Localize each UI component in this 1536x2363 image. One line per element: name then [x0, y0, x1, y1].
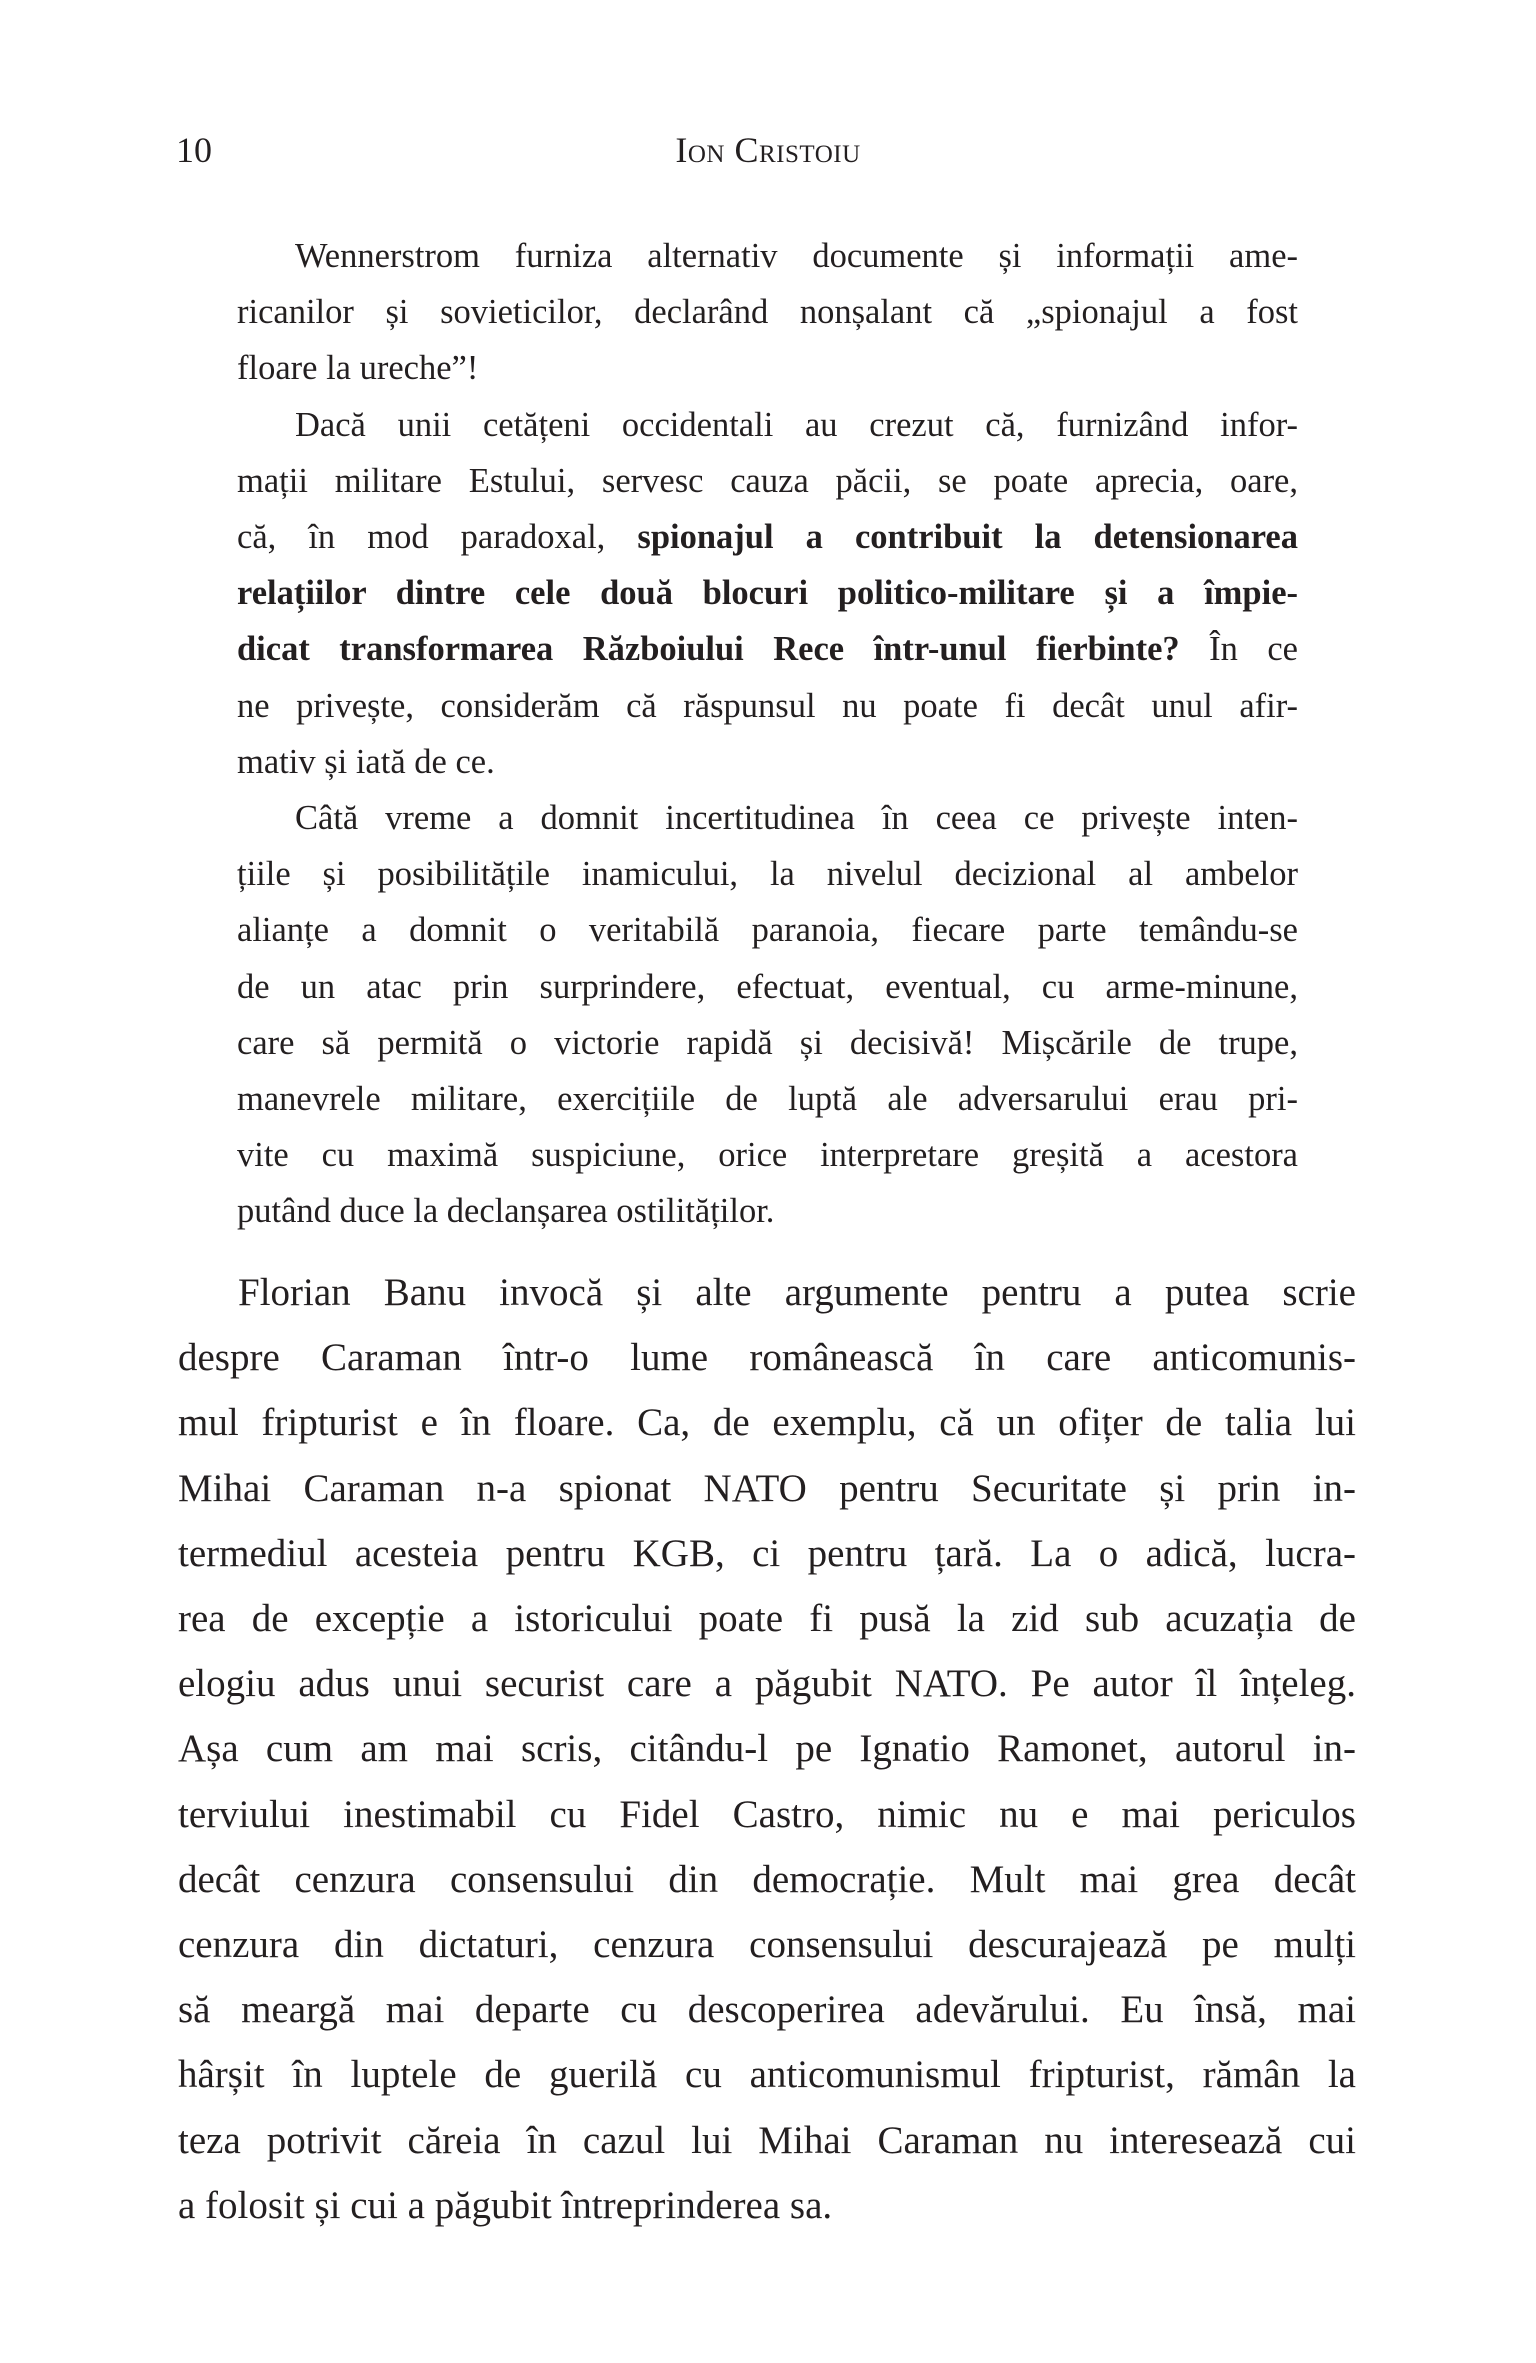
text-run: mații militare Estului, servesc cauza păcii, se poate aprecia, oare, [237, 461, 1298, 500]
text-run: decât cenzura consensului din democrație. Mult mai grea decât [178, 1857, 1356, 1901]
text-run: elogiu adus unui securist care a păgubit NATO. Pe autor îl înțeleg. [178, 1662, 1356, 1706]
body-text [178, 1260, 1356, 2238]
text-run: țiile și posibilitățile inamicului, la nivelul decizional al ambelor [237, 855, 1298, 894]
text-run: termediul acesteia pentru KGB, ci pentru țară. La o adică, lucra- [178, 1531, 1356, 1575]
text-line [237, 397, 1298, 453]
paragraph [237, 790, 1298, 1240]
text-run: mativ și iată de ce. [237, 742, 495, 781]
text-line [237, 1183, 1298, 1239]
text-run: terviului inestimabil cu Fidel Castro, nimic nu e mai periculos [178, 1792, 1356, 1836]
text-run: că, în mod paradoxal, [237, 518, 638, 557]
text-run: hârșit în luptele de guerilă cu anticomunismul fripturist, rămân la [178, 2053, 1356, 2097]
text-line [237, 790, 1298, 846]
text-line [178, 1586, 1356, 1651]
text-line [237, 846, 1298, 902]
text-run: Florian Banu invocă și alte argumente pentru a putea scrie [238, 1271, 1356, 1314]
text-run: ricanilor și sovieticilor, declarând nonșalant că „spionajul a fost [237, 293, 1298, 332]
text-line [178, 1847, 1356, 1912]
text-line [237, 678, 1298, 734]
text-line [237, 1127, 1298, 1183]
text-run: mul fripturist e în floare. Ca, de exemplu, că un ofițer de talia lui [178, 1401, 1356, 1445]
text-line [237, 228, 1298, 284]
text-line [237, 453, 1298, 509]
text-run: Câtă vreme a domnit incertitudinea în ceea ce privește inten- [295, 799, 1298, 838]
text-run: să meargă mai departe cu descoperirea adevărului. Eu însă, mai [178, 1988, 1356, 2032]
text-line [178, 2108, 1356, 2173]
text-line [178, 2173, 1356, 2238]
text-run: teza potrivit căreia în cazul lui Mihai Caraman nu interesează cui [178, 2118, 1356, 2162]
text-run: alianțe a domnit o veritabilă paranoia, fiecare parte temându-se [237, 911, 1298, 950]
text-line [178, 1456, 1356, 1521]
text-line [237, 1015, 1298, 1071]
text-run: putând duce la declanșarea ostilităților. [237, 1192, 775, 1231]
text-line [237, 902, 1298, 958]
text-line [178, 2042, 1356, 2107]
text-run: manevrele militare, exercițiile de luptă ale adversarului erau pri- [237, 1080, 1298, 1119]
text-run: despre Caraman într-o lume românească în care anticomunis- [178, 1336, 1356, 1380]
block-quote [237, 228, 1298, 1240]
text-line [237, 734, 1298, 790]
text-run: care să permită o victorie rapidă și decisivă! Mișcările de trupe, [237, 1023, 1298, 1062]
running-head [0, 128, 1536, 172]
paragraph [237, 228, 1298, 397]
text-run: În ce [1179, 630, 1298, 669]
text-line [237, 1071, 1298, 1127]
text-line [178, 1260, 1356, 1325]
text-line [178, 1521, 1356, 1586]
text-run: floare la ureche”! [237, 349, 479, 388]
text-line [237, 959, 1298, 1015]
text-line [178, 1782, 1356, 1847]
bold-text: relațiilor dintre cele două blocuri politico-militare și a împie- [237, 574, 1298, 613]
text-run: Dacă unii cetățeni occidentali au crezut că, furnizând infor- [295, 405, 1298, 444]
text-run: vite cu maximă suspiciune, orice interpretare greșită a acestora [237, 1136, 1298, 1175]
text-run: cenzura din dictaturi, cenzura consensului descurajează pe mulți [178, 1923, 1356, 1967]
text-line [178, 1977, 1356, 2042]
running-title: Ion Cristoiu [675, 130, 861, 170]
text-run: rea de excepție a istoricului poate fi pusă la zid sub acuzația de [178, 1597, 1356, 1641]
text-line [178, 1325, 1356, 1390]
text-line [178, 1390, 1356, 1455]
paragraph [178, 1260, 1356, 2238]
paragraph [237, 397, 1298, 790]
text-run: de un atac prin surprindere, efectuat, eventual, cu arme-minune, [237, 967, 1298, 1006]
text-run: ne privește, considerăm că răspunsul nu poate fi decât unul afir- [237, 686, 1298, 725]
text-run: Wennerstrom furniza alternativ documente și informații ame- [295, 237, 1298, 275]
text-run: Mihai Caraman n-a spionat NATO pentru Securitate și prin in- [178, 1466, 1356, 1510]
text-line [237, 284, 1298, 340]
text-line [237, 509, 1298, 565]
text-line [237, 565, 1298, 621]
text-line [178, 1716, 1356, 1781]
text-line [178, 1651, 1356, 1716]
text-run: Așa cum am mai scris, citându-l pe Ignatio Ramonet, autorul in- [178, 1727, 1356, 1771]
text-line [178, 1912, 1356, 1977]
text-run: a folosit și cui a păgubit întreprinderea sa. [178, 2183, 833, 2227]
text-line [237, 621, 1298, 677]
page-number: 10 [176, 130, 212, 170]
bold-text: dicat transformarea Războiului Rece într-unul fierbinte? [237, 630, 1180, 669]
text-line [237, 340, 1298, 396]
bold-text: spionajul a contribuit la detensionarea [637, 518, 1298, 557]
